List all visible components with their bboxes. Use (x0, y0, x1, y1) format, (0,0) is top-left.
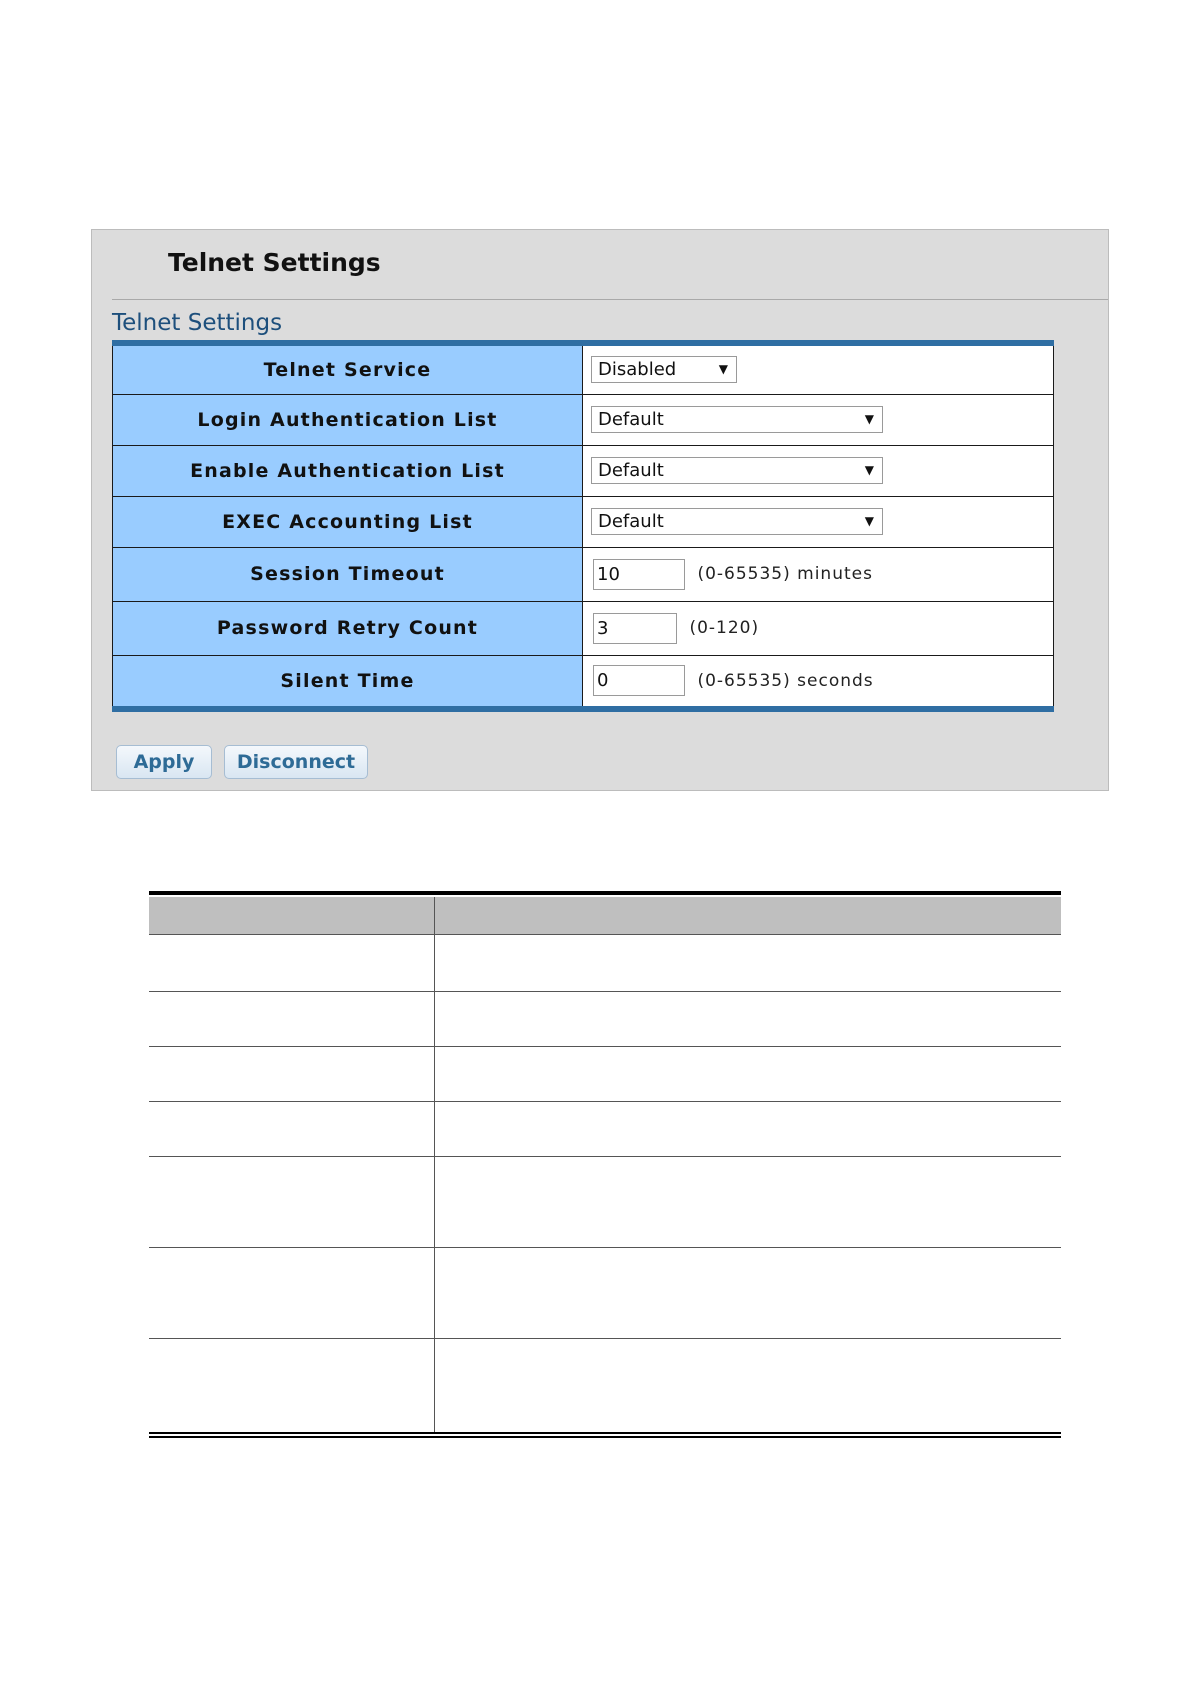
dropdown-arrow-icon: ▼ (864, 514, 874, 528)
login-auth-list-label: Login Authentication List (113, 394, 583, 445)
table-bottom-rule (149, 1436, 1061, 1438)
row-password-retry-count (113, 601, 1054, 655)
row-telnet-service (113, 343, 1054, 394)
password-retry-count-input[interactable]: 3 (593, 613, 677, 644)
dropdown-arrow-icon: ▼ (864, 463, 874, 477)
table-row (149, 1156, 1061, 1157)
login-auth-list-select[interactable] (591, 406, 883, 433)
login-auth-list-selected-value: Default (598, 409, 664, 430)
table-row (149, 1046, 1061, 1047)
telnet-service-select[interactable] (591, 356, 737, 383)
table-row (149, 1101, 1061, 1102)
dropdown-arrow-icon: ▼ (864, 412, 874, 426)
row-exec-accounting-list (113, 496, 1054, 547)
password-retry-count-label: Password Retry Count (113, 601, 583, 655)
column-divider (434, 897, 435, 1432)
silent-time-input[interactable]: 0 (593, 665, 685, 696)
table-header-row (149, 897, 1061, 935)
exec-accounting-list-label: EXEC Accounting List (113, 496, 583, 547)
row-login-authentication-list (113, 394, 1054, 445)
disconnect-button[interactable]: Disconnect (224, 745, 368, 779)
session-timeout-label: Session Timeout (113, 547, 583, 601)
dropdown-arrow-icon: ▼ (718, 362, 728, 377)
enable-auth-list-selected-value: Default (598, 460, 664, 481)
row-session-timeout (113, 547, 1054, 601)
silent-time-hint: (0-65535) seconds (697, 670, 874, 691)
enable-auth-list-label: Enable Authentication List (113, 445, 583, 496)
telnet-settings-panel (91, 229, 1109, 791)
exec-accounting-list-select[interactable] (591, 508, 883, 535)
silent-time-label: Silent Time (113, 655, 583, 709)
enable-auth-list-select[interactable] (591, 457, 883, 484)
exec-accounting-list-selected-value: Default (598, 511, 664, 532)
table-row (149, 991, 1061, 992)
page-title: Telnet Settings (168, 248, 381, 277)
apply-button[interactable]: Apply (116, 745, 212, 779)
row-enable-authentication-list (113, 445, 1054, 496)
row-silent-time (113, 655, 1054, 709)
title-divider (112, 299, 1108, 300)
table-top-rule (149, 891, 1061, 895)
telnet-service-label: Telnet Service (113, 343, 583, 394)
session-timeout-hint: (0-65535) minutes (697, 564, 873, 584)
table-row (149, 1338, 1061, 1339)
table-bottom-rule (149, 1432, 1061, 1434)
table-row (149, 1247, 1061, 1248)
telnet-settings-table (112, 340, 1054, 712)
session-timeout-input[interactable]: 10 (593, 559, 685, 590)
description-table (149, 891, 1061, 1438)
section-title: Telnet Settings (112, 310, 283, 336)
password-retry-count-hint: (0-120) (689, 618, 760, 638)
telnet-service-selected-value: Disabled (598, 359, 677, 381)
